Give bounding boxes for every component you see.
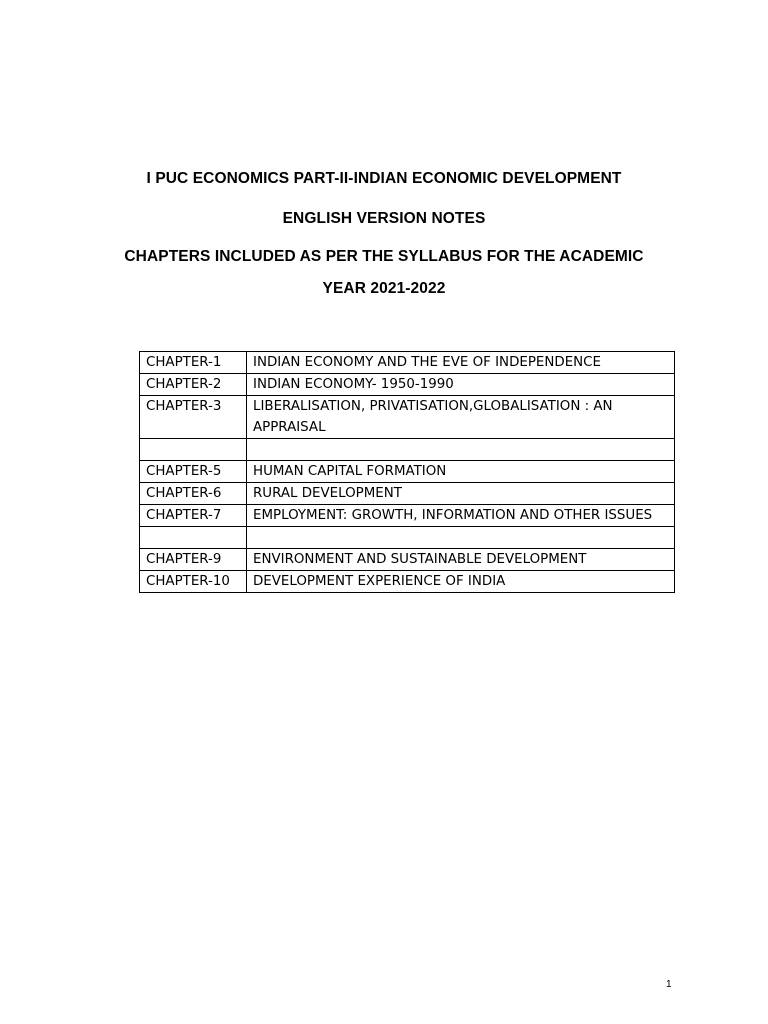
chapter-topic-cell: ENVIRONMENT AND SUSTAINABLE DEVELOPMENT: [247, 549, 675, 571]
chapter-number-cell: CHAPTER-1: [140, 352, 247, 374]
table-row: [140, 396, 675, 439]
chapter-number-cell: CHAPTER-3: [140, 396, 247, 439]
chapter-number-cell: CHAPTER-2: [140, 374, 247, 396]
document-title: I PUC ECONOMICS PART-II-INDIAN ECONOMIC DEVELOPMENT: [146, 170, 622, 187]
table-row: [140, 571, 675, 593]
chapter-topic-cell: INDIAN ECONOMY AND THE EVE OF INDEPENDENCE: [247, 352, 675, 374]
chapters-heading: [0, 246, 768, 300]
table-row-blank: [140, 439, 675, 461]
chapter-number-cell: CHAPTER-5: [140, 461, 247, 483]
chapters-table: [139, 351, 675, 593]
chapter-topic-cell: [247, 527, 675, 549]
chapter-topic-cell: INDIAN ECONOMY- 1950-1990: [247, 374, 675, 396]
chapter-number-cell: [140, 439, 247, 461]
table-row: [140, 352, 675, 374]
chapter-number-cell: CHAPTER-9: [140, 549, 247, 571]
chapter-number-cell: [140, 527, 247, 549]
table-row-blank: [140, 527, 675, 549]
chapter-topic-cell: HUMAN CAPITAL FORMATION: [247, 461, 675, 483]
chapter-number-cell: CHAPTER-10: [140, 571, 247, 593]
chapter-topic-cell: EMPLOYMENT: GROWTH, INFORMATION AND OTHER ISSUES: [247, 505, 675, 527]
chapter-topic-cell: LIBERALISATION, PRIVATISATION,GLOBALISATION : AN APPRAISAL: [247, 396, 675, 439]
chapter-topic-cell: [247, 439, 675, 461]
table-row: [140, 374, 675, 396]
chapter-topic-cell: DEVELOPMENT EXPERIENCE OF INDIA: [247, 571, 675, 593]
table-row: [140, 461, 675, 483]
table-row: [140, 483, 675, 505]
page-number: 1: [666, 979, 672, 990]
chapter-number-cell: CHAPTER-7: [140, 505, 247, 527]
table-row: [140, 505, 675, 527]
chapter-topic-cell: RURAL DEVELOPMENT: [247, 483, 675, 505]
document-subtitle: ENGLISH VERSION NOTES: [282, 210, 486, 227]
chapters-heading-line-1: CHAPTERS INCLUDED AS PER THE SYLLABUS FOR THE ACADEMIC: [124, 248, 644, 265]
chapters-heading-line-2: YEAR 2021-2022: [322, 280, 446, 297]
table-row: [140, 549, 675, 571]
chapter-number-cell: CHAPTER-6: [140, 483, 247, 505]
